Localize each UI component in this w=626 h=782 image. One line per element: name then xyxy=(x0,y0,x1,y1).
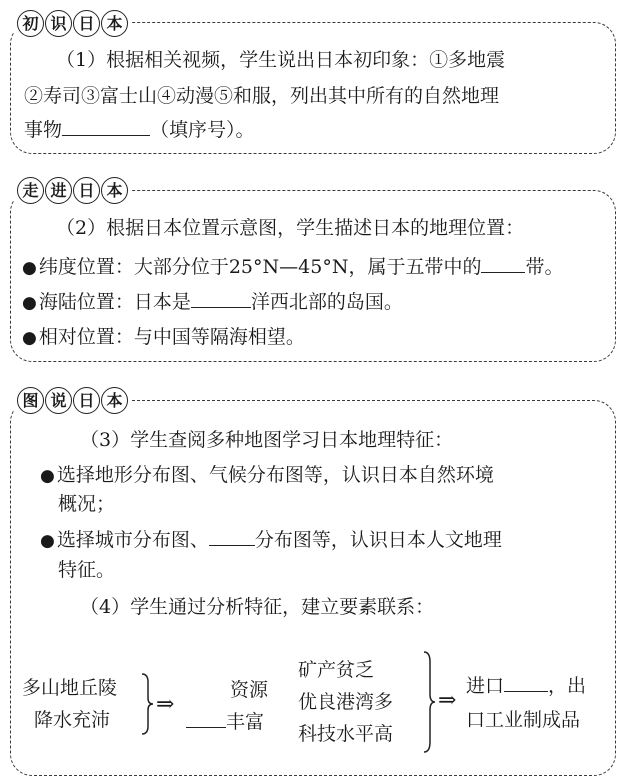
answer-blank-resource[interactable] xyxy=(186,709,226,728)
latitude-post: 带。 xyxy=(525,256,564,278)
left-factor-2: 降水充沛 xyxy=(34,709,111,731)
tag-char: 本 xyxy=(101,387,128,414)
q1-line3-pre: 事物 xyxy=(24,119,63,141)
bullet2-line2: 特征。 xyxy=(58,559,116,581)
section-3-tag xyxy=(14,387,131,414)
output-line1 xyxy=(466,672,586,700)
right-item-1: 矿产贫乏 xyxy=(298,659,375,681)
bullet-icon: ● xyxy=(40,466,55,486)
sea-land-line xyxy=(22,288,403,317)
bullet2-pre: 选择城市分布图、 xyxy=(56,529,209,551)
bullet-icon: ● xyxy=(40,531,55,551)
q1-line1: （1）根据相关视频，学生说出日本初印象：①多地震 xyxy=(56,49,506,71)
section-1-tag xyxy=(14,10,131,37)
tag-char: 说 xyxy=(45,387,72,414)
tag-char: 日 xyxy=(73,177,100,204)
bullet-icon: ● xyxy=(22,258,37,278)
sea-land-post: 洋西北部的岛国。 xyxy=(250,291,403,313)
tag-char: 本 xyxy=(101,10,128,37)
resource-label: 资源 xyxy=(230,679,269,701)
sea-land-text: 海陆位置：日本是 xyxy=(38,291,191,313)
tag-char: 日 xyxy=(73,387,100,414)
arrow-icon: ⇒ xyxy=(438,688,457,713)
arrow-icon: ⇒ xyxy=(156,692,175,717)
tag-char: 初 xyxy=(17,10,44,37)
bullet2-post: 分布图等，认识日本人文地理 xyxy=(254,529,502,551)
resource-rich xyxy=(186,708,264,736)
q1-line3-post: （填序号）。 xyxy=(150,119,255,141)
q3-intro: （3）学生查阅多种地图学习日本地理特征： xyxy=(80,429,454,451)
section-2-tag xyxy=(14,177,131,204)
answer-blank-map[interactable] xyxy=(209,527,255,546)
right-item-3: 科技水平高 xyxy=(298,723,394,745)
q1-line3 xyxy=(24,116,255,144)
answer-blank-import[interactable] xyxy=(504,673,548,692)
tag-char: 本 xyxy=(101,177,128,204)
bullet2-line1 xyxy=(40,526,502,555)
latitude-text: 纬度位置：大部分位于25°N—45°N，属于五带中的 xyxy=(38,256,482,278)
answer-blank-q1[interactable] xyxy=(62,117,150,136)
tag-char: 日 xyxy=(73,10,100,37)
right-brace-1 xyxy=(140,672,154,736)
import-text: 进口 xyxy=(466,675,505,697)
tag-char: 识 xyxy=(45,10,72,37)
right-item-2: 优良港湾多 xyxy=(298,691,394,713)
export-text: ，出 xyxy=(548,675,587,697)
tag-char: 图 xyxy=(17,387,44,414)
q2-intro: （2）根据日本位置示意图，学生描述日本的地理位置： xyxy=(56,217,525,239)
relative-text: 相对位置：与中国等隔海相望。 xyxy=(38,326,305,348)
output-line2: 口工业制成品 xyxy=(466,709,581,731)
bullet-icon: ● xyxy=(22,328,37,348)
bullet-icon: ● xyxy=(22,293,37,313)
bullet1-line2: 概况； xyxy=(58,493,116,515)
tag-char: 进 xyxy=(45,177,72,204)
left-factor-1: 多山地丘陵 xyxy=(22,677,118,699)
latitude-line xyxy=(22,253,563,282)
q4-intro: （4）学生通过分析特征，建立要素联系： xyxy=(80,596,435,618)
q1-line2: ②寿司③富士山④动漫⑤和服，列出其中所有的自然地理 xyxy=(24,85,500,107)
tag-char: 走 xyxy=(17,177,44,204)
bullet1-text: 选择地形分布图、气候分布图等，认识日本自然环境 xyxy=(56,464,494,486)
resource-rich-text: 丰富 xyxy=(226,711,265,733)
answer-blank-zone[interactable] xyxy=(481,254,525,273)
answer-blank-ocean[interactable] xyxy=(191,289,251,308)
bullet1-line1 xyxy=(40,461,494,490)
relative-line xyxy=(22,323,305,352)
right-brace-2 xyxy=(422,650,436,754)
